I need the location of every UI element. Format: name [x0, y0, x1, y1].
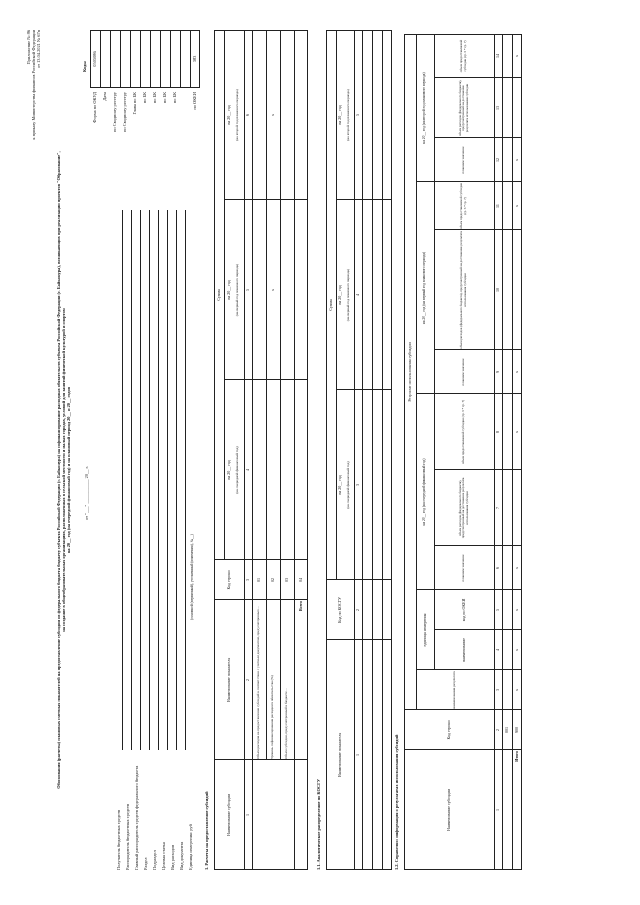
- section1-h-code: Код строки: [225, 570, 231, 590]
- section12-h-volume2: объем предоставляемой субсидии (гр. 6 * гр. 7): [459, 183, 467, 229]
- section1-col-number: 2: [244, 679, 250, 681]
- section1-col-number: 3: [244, 579, 250, 581]
- section12-col-number: 7: [494, 507, 500, 509]
- section11-col-number: 4: [354, 294, 360, 296]
- document-date: от "___" ___________ 20__ г.: [84, 466, 89, 520]
- appendix-line-3: от 13.04.2021 № 67н: [36, 30, 42, 69]
- section1-row-code: 02: [269, 578, 275, 582]
- section12-total-x: х: [513, 609, 519, 611]
- section11-title: 1.1. Аналитическое распределение по КОСГУ: [316, 778, 321, 870]
- codes-row-label: по Сводному реестру: [112, 92, 117, 132]
- section12-col-number: 5: [494, 609, 500, 611]
- codes-row-line: [120, 30, 121, 88]
- header-field-line: [131, 210, 132, 750]
- section12-h-unit-okei: код по ОКЕИ: [460, 598, 466, 622]
- section12-col-number: 10: [494, 288, 500, 292]
- codes-row-line: [160, 30, 161, 88]
- header-field-line: [167, 210, 168, 750]
- document-title: [56, 120, 71, 820]
- codes-row-line: [110, 30, 111, 88]
- section1-h-year-sub: (на очередной финансовый год): [234, 446, 239, 494]
- section12-total-x: х: [513, 159, 519, 161]
- codes-row-line: [130, 30, 131, 88]
- section12-col-number: 2: [494, 729, 500, 731]
- section1-title: 1. Расчеты на предоставление субсидий: [204, 791, 209, 870]
- section1-row-value: х: [269, 114, 275, 116]
- header-field-line: [185, 210, 186, 750]
- header-field-label: Раздел: [143, 857, 148, 870]
- header-field-label: Единица измерения: руб: [188, 824, 193, 870]
- section1-row-text: Объем субсидии, предусмотренный в бюджете ...: [284, 688, 289, 759]
- title-line-1: Обоснования (расчеты) плановых сметных показателей на предоставление субсидии из федерального бюджета бюджету субъекта Российской Федерации (г. Байконура) на софинансирование расходных обязательств субъекта Российской Федерации (г. Байконура), возникающих при реализации проектов "Образование",: [56, 151, 61, 789]
- codes-header: Коды: [82, 61, 87, 72]
- section1-h-name: Наименование субсидии: [225, 794, 231, 836]
- section12-h-year: на 20__ год (на первый год планового периода): [422, 251, 427, 325]
- section1-col-number: 1: [244, 814, 250, 816]
- header-field-line: [122, 210, 123, 750]
- section11-h-name: Наименование показателя: [336, 732, 342, 778]
- section1-col-number: 6: [244, 114, 250, 116]
- header-field-label: Вид расходов: [170, 844, 175, 870]
- section11-row-line: [372, 30, 373, 870]
- section1-h-year-sub: (на первый год планового периода): [234, 263, 239, 317]
- codes-row-label: Форма по ОКУД: [92, 92, 97, 123]
- section11-col-number: 5: [354, 114, 360, 116]
- header-field-label: Получатель бюджетных средств: [116, 809, 121, 870]
- section12-h-res-name: наименование результата: [452, 671, 457, 709]
- codes-row-label: по БК: [152, 92, 157, 104]
- header-field-line: [176, 210, 177, 750]
- codes-row-label: Глава по БК: [132, 92, 137, 115]
- doc-type-hint: (основной (первичный), уточненный (изменения), №__): [190, 534, 194, 620]
- header-field-line: [149, 210, 150, 750]
- section11-h-year: на 20__ год: [337, 475, 343, 495]
- section12-total-x: х: [513, 205, 519, 207]
- section12-col-number: 14: [494, 54, 500, 58]
- section12-total-x: х: [513, 371, 519, 373]
- section12-total-x: х: [513, 567, 519, 569]
- section12-h-volume: объем расходов (федерального бюджета), предусмотренный на достижение результата использования субсидии: [457, 477, 469, 539]
- codes-row-label: по БК: [172, 92, 177, 104]
- section12-col-number: 4: [494, 649, 500, 651]
- section11-h-year: на 20__ год: [337, 285, 343, 305]
- header-field-label: Подраздел: [152, 850, 157, 870]
- codes-box: [90, 30, 200, 88]
- section11-num-line: [362, 30, 363, 870]
- section11-h-year: на 20__ год: [337, 105, 343, 125]
- section1-row-value: [266, 380, 280, 560]
- codes-row-value: 383: [192, 55, 197, 63]
- section12-col-number: 11: [494, 204, 500, 208]
- section11-h-year-sub: (на второй год планового периода): [345, 89, 350, 141]
- codes-row-label: по ОКЕИ: [192, 92, 197, 110]
- section12-h-volume: объем расходов (федерального бюджета), предусмотренный на достижение результата использования субсидии: [457, 79, 469, 137]
- codes-row-line: [170, 30, 171, 88]
- header-field-label: Вид документа: [179, 841, 184, 870]
- section1-row-code: 03: [283, 578, 289, 582]
- section1-row-value: [280, 30, 294, 200]
- section12-h-volume2: объем предоставляемой субсидии (гр. 6 * гр. 7): [461, 399, 466, 465]
- section1-total-code: 04: [297, 578, 303, 582]
- title-line-2: на создание в общеобразовательных организациях, расположенных в сельской местности и малых городах, условий для занятий физической культурой и спортом: [61, 308, 67, 632]
- codes-row-line: [180, 30, 181, 88]
- section12-h-results: Результат использования субсидии: [406, 342, 412, 402]
- section12-col-number: 9: [494, 371, 500, 373]
- section12-total-x: х: [513, 649, 519, 651]
- section12-h-volume: объем расходов (федерального бюджета), предусмотренный на достижение результата использования субсидии: [459, 231, 467, 349]
- codes-row-line: [150, 30, 151, 88]
- codes-row-label: по Сводному реестру: [122, 92, 127, 132]
- codes-row-label: по БК: [142, 92, 147, 104]
- section1-h-year: на 20__ год: [226, 460, 232, 480]
- codes-row-value: 0505086: [92, 51, 97, 67]
- section11-h-year-sub: (на первый год планового периода): [345, 268, 350, 322]
- appendix-note: [26, 30, 41, 160]
- section1-h-year: на 20__ год: [226, 280, 232, 300]
- section12-total-x: х: [513, 431, 519, 433]
- section1-row-value: х: [269, 289, 275, 291]
- header-field-line: [140, 210, 141, 750]
- section11-h-sum: Сумма: [327, 299, 333, 311]
- rotated-landscape-sheet: [20, 20, 620, 880]
- section1-row-code: 01: [255, 578, 261, 582]
- section12-h-name: Наименование субсидии: [445, 789, 451, 831]
- section1-col-number: 5: [244, 289, 250, 291]
- codes-row-line: [140, 30, 141, 88]
- section12-h-year: на 20__ год (на очередной финансовый год): [422, 458, 427, 526]
- section1-row-value: [252, 200, 266, 380]
- header-field-label: Целевая статья: [161, 841, 166, 870]
- codes-row-line: [190, 30, 191, 88]
- appendix-line-2: к приказу Министерства финансов Российской Федерации: [31, 30, 37, 140]
- section12-h-code: Код строки: [445, 720, 451, 740]
- section1-row-value: [280, 380, 294, 560]
- section1-col-number: 4: [244, 469, 250, 471]
- section11-row-line: [382, 30, 383, 870]
- header-field-label: Распорядитель бюджетных средств: [125, 803, 130, 870]
- codes-row-label: по БК: [162, 92, 167, 104]
- section12-total-x: х: [513, 689, 519, 691]
- header-field-line: [158, 210, 159, 750]
- codes-row-label: Дата: [102, 92, 107, 101]
- section12-col-number: 13: [494, 106, 500, 110]
- section11-h-year-sub: (на очередной финансовый год): [345, 461, 350, 509]
- section1-row-value: [280, 200, 294, 380]
- section11-col-number: 1: [354, 754, 360, 756]
- section12-h-value: плановое значение: [461, 554, 466, 582]
- section1-h-year: на 20__ год: [226, 105, 232, 125]
- section1-row-value: [252, 30, 266, 200]
- section12-col-number: 6: [494, 567, 500, 569]
- section1-h-year-sub: (на второй год планового периода): [234, 89, 239, 141]
- section11-col-number: 2: [354, 609, 360, 611]
- title-line-3: на 20__ год (на очередной финансовый год) и на плановый период 20__ и 20__ годов: [66, 386, 72, 554]
- section12-h-year: на 20__ год (на второй год планового периода): [422, 72, 427, 144]
- section12-h-value: плановое значение: [461, 358, 466, 386]
- header-field-label: Главный распорядитель средств федерального бюджета: [134, 765, 139, 870]
- section1-h-indicator: Наименование показателя: [225, 657, 231, 703]
- section12-total-code: 900: [513, 727, 519, 733]
- section12-row-code: 001: [503, 727, 509, 733]
- section12-h-unit-name: наименование: [460, 637, 466, 663]
- section12-col-number: 1: [494, 809, 500, 811]
- section12-col-number: 12: [494, 158, 500, 162]
- section1-row-text: Объем расходов на предоставление субсидий в соответствии с учетным документом, предусмотренных ...: [256, 605, 261, 759]
- section12-title: 1.2. Справочно: информация о результатах использования субсидий: [394, 734, 399, 870]
- section11-col-number: 3: [354, 484, 360, 486]
- section12-h-volume2: объем предоставляемой субсидии (гр. 6 * гр. 7): [459, 39, 467, 73]
- section1-row-text: Уровень софинансирования расходного обязательства (%): [270, 675, 275, 759]
- appendix-line-1: Приложение № 86: [26, 30, 31, 65]
- section12-col-number: 3: [494, 689, 500, 691]
- section11-h-code: Код по КОСГУ: [336, 597, 342, 623]
- section12-h-value: плановое значение: [461, 146, 466, 174]
- section1-row-value: [252, 380, 266, 560]
- section12-total-x: х: [513, 55, 519, 57]
- section12-h-units: единица измерения: [421, 613, 427, 647]
- section1-total-label: Всего: [297, 601, 303, 611]
- section12-col-number: 8: [494, 431, 500, 433]
- codes-row-line: [100, 30, 101, 88]
- section12-total-label: Итого: [513, 751, 519, 762]
- section1-h-sum: Сумма: [215, 289, 221, 301]
